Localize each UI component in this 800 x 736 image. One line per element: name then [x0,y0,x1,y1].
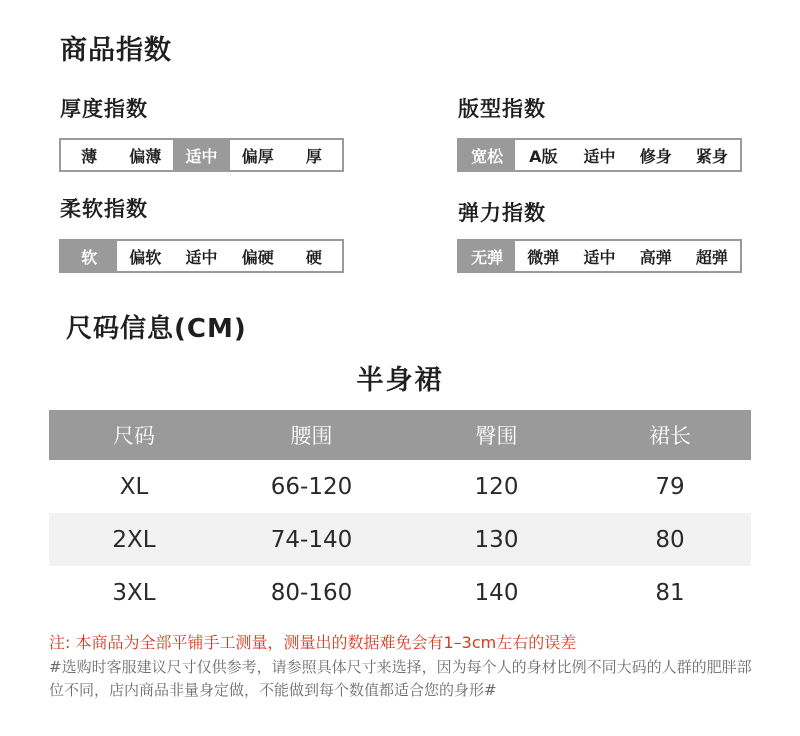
fit-scale [457,138,742,172]
elasticity-option-selected: 无弹 [459,241,515,271]
cell-length: 80 [655,526,685,553]
elasticity-scale [457,239,742,273]
header-hip: 臀围 [475,424,518,448]
header-size: 尺码 [113,424,155,448]
measurement-warning: 注: 本商品为全部平铺手工测量，测量出的数据难免会有1–3cm左右的误差 [49,633,577,652]
size-advice-note: #选购时客服建议尺寸仅供参考，请参照具体尺寸来选择，因为每个人的身材比例不同大码的人群的肥胖部位不同，店内商品非量身定做，不能做到每个数值都适合您的身形# [49,658,752,699]
fit-option: 紧身 [695,146,728,166]
table-row [49,566,751,619]
cell-hip: 140 [474,579,519,606]
thickness-index-label: 厚度指数 [60,97,148,121]
cell-size: XL [119,473,149,500]
softness-option: 偏硬 [241,247,274,267]
cell-hip: 120 [474,473,519,500]
cell-size: 2XL [112,526,156,553]
elasticity-index-label: 弹力指数 [458,201,546,225]
elasticity-option: 适中 [583,247,616,267]
size-table [49,410,751,619]
softness-option: 偏软 [129,247,162,267]
thickness-option: 偏薄 [129,146,162,166]
elasticity-option: 微弹 [527,247,560,267]
softness-option: 硬 [305,247,322,267]
softness-index-label: 柔软指数 [60,197,148,221]
cell-length: 79 [655,473,685,500]
size-info-title: 尺码信息(CM) [66,314,247,344]
fit-index-label: 版型指数 [458,97,546,121]
product-name: 半身裙 [356,365,444,396]
thickness-option: 薄 [81,146,98,166]
cell-waist: 66-120 [270,473,353,500]
fit-option: 适中 [583,146,616,166]
thickness-option: 偏厚 [241,146,274,166]
header-waist: 腰围 [290,424,333,448]
page-title: 商品指数 [60,35,172,66]
thickness-option: 厚 [305,146,322,166]
softness-option: 适中 [185,247,218,267]
size-table-header [49,410,751,460]
thickness-option-selected: 适中 [173,140,229,170]
thickness-scale [59,138,344,172]
softness-option-selected: 软 [61,241,117,271]
table-row [49,513,751,566]
cell-hip: 130 [474,526,519,553]
header-length: 裙长 [649,424,691,448]
table-row [49,460,751,513]
elasticity-option: 超弹 [695,247,728,267]
softness-scale [59,239,344,273]
fit-option: A版 [529,146,558,166]
cell-length: 81 [655,579,685,606]
cell-waist: 74-140 [270,526,353,553]
elasticity-option: 高弹 [639,247,672,267]
fit-option: 修身 [639,146,672,166]
cell-size: 3XL [112,579,156,606]
cell-waist: 80-160 [270,579,353,606]
fit-option-selected: 宽松 [459,140,515,170]
